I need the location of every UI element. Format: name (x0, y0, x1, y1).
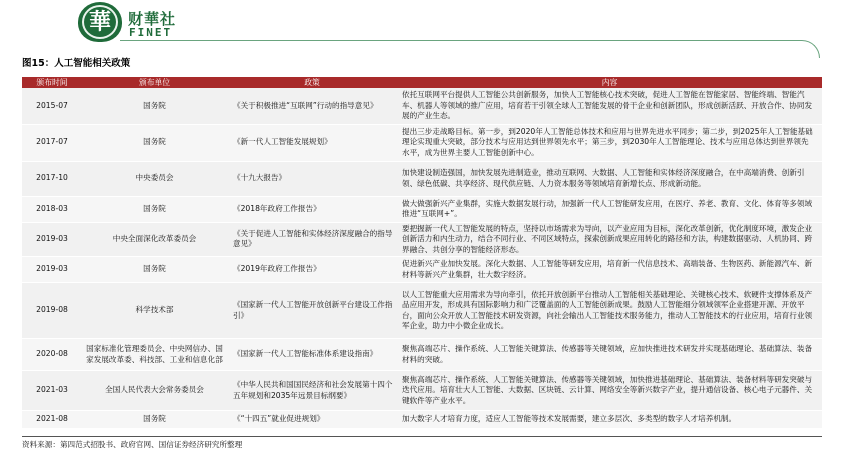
cell-policy: 《十九大报告》 (227, 161, 397, 196)
cell-content: 加快建设制造强国，加快发展先进制造业，推动互联网、大数据、人工智能和实体经济深度融合，在中高端消费、创新引领、绿色低碳、共享经济、现代供应链、人力资本服务等领域培育新增长点、形成新动能。 (397, 161, 822, 196)
cell-unit: 国务院 (82, 124, 227, 161)
cell-policy: 《新一代人工智能发展规划》 (227, 124, 397, 161)
cell-policy: 《关于积极推进“互联网”行动的指导意见》 (227, 88, 397, 124)
cell-date: 2018-03 (22, 196, 82, 222)
cell-policy: 《2018年政府工作报告》 (227, 196, 397, 222)
cell-unit: 中央委员会 (82, 161, 227, 196)
cell-content: 做大做强新兴产业集群，实施大数据发展行动，加强新一代人工智能研发应用，在医疗、养老、教育、文化、体育等多领域推进“互联网+”。 (397, 196, 822, 222)
cell-policy: 《中华人民共和国国民经济和社会发展第十四个五年规划和2035年远景目标纲要》 (227, 371, 397, 411)
header-policy: 政策 (227, 77, 397, 88)
table-row (22, 283, 822, 339)
cell-unit: 全国人民代表大会常务委员会 (82, 371, 227, 411)
table-row (22, 339, 822, 371)
cell-unit: 国务院 (82, 257, 227, 283)
cell-content: 聚焦高端芯片、操作系统、人工智能关键算法、传感器等关键领域，应加快推进技术研发并实现基础理论、基础算法、装备材料的突破。 (397, 339, 822, 371)
cell-content: 要把握新一代人工智能发展的特点，坚持以市场需求为导向，以产业应用为目标，深化改革创新，优化制度环境，激发企业创新活力和内生动力，结合不同行业、不同区域特点，探索创新成果应用转化的路径和方法，构建数据驱动、人机协同、跨界融合、共创分享的智能经济形态。 (397, 222, 822, 257)
cell-date: 2017-07 (22, 124, 82, 161)
cell-unit: 国家标准化管理委员会、中央网信办、国家发展改革委、科技部、工业和信息化部 (82, 339, 227, 371)
brand-name-cn: 财華社 (128, 10, 177, 28)
cell-content: 促进新兴产业加快发展。深化大数据、人工智能等研发应用，培育新一代信息技术、高端装备、生物医药、新能源汽车、新材料等新兴产业集群，壮大数字经济。 (397, 257, 822, 283)
cell-content: 聚焦高端芯片、操作系统、人工智能关键算法、传感器等关键领域，加快推进基础理论、基础算法、装备材料等研发突破与迭代应用。培育壮大人工智能、大数据、区块链、云计算、网络安全等新兴数字产业，提升通信设备、核心电子元器件、关键软件等产业水平。 (397, 371, 822, 411)
cell-content: 依托互联网平台提供人工智能公共创新服务，加快人工智能核心技术突破，促进人工智能在智能家居、智能终端、智能汽车、机器人等领域的推广应用，培育若干引领全球人工智能发展的骨干企业和创新团队，形成创新活跃、开放合作、协同发展的产业生态。 (397, 88, 822, 124)
header-content: 内容 (397, 77, 822, 88)
cell-policy: 《“十四五”就业促进规划》 (227, 411, 397, 429)
header-date: 颁布时间 (22, 77, 82, 88)
policy-table-container (22, 77, 822, 429)
footer-divider (22, 436, 822, 437)
table-row (22, 222, 822, 257)
cell-unit: 国务院 (82, 88, 227, 124)
cell-policy: 《2019年政府工作报告》 (227, 257, 397, 283)
cell-date: 2020-08 (22, 339, 82, 371)
report-header (0, 0, 842, 48)
header-unit: 颁布单位 (82, 77, 227, 88)
table-row (22, 411, 822, 429)
cell-date: 2015-07 (22, 88, 82, 124)
cell-date: 2019-08 (22, 283, 82, 339)
figure-title: 图15：人工智能相关政策 (22, 58, 131, 69)
cell-policy: 《国家新一代人工智能开放创新平台建设工作指引》 (227, 283, 397, 339)
table-row (22, 371, 822, 411)
table-row (22, 124, 822, 161)
cell-unit: 国务院 (82, 196, 227, 222)
table-header-row (22, 77, 822, 88)
cell-policy: 《国家新一代人工智能标准体系建设指南》 (227, 339, 397, 371)
cell-date: 2021-08 (22, 411, 82, 429)
finet-logo (78, 2, 122, 42)
cell-content: 提出三步走战略目标。第一步，到2020年人工智能总体技术和应用与世界先进水平同步；第二步，到2025年人工智能基础理论实现重大突破，部分技术与应用达到世界领先水平；第三步，到2030年人工智能理论、技术与应用总体达到世界领先水平，成为世界主要人工智能创新中心。 (397, 124, 822, 161)
table-row (22, 257, 822, 283)
cell-unit: 中央全面深化改革委员会 (82, 222, 227, 257)
cell-policy: 《关于促进人工智能和实体经济深度融合的指导意见》 (227, 222, 397, 257)
cell-content: 以人工智能重大应用需求为导向牵引，依托开放创新平台推动人工智能相关基础理论、关键核心技术、软硬件支撑体系及产品应用开发，形成具有国际影响力和广泛覆盖面的人工智能创新成果。鼓励人工智能细分领域领军企业搭建开源、开放平台，面向公众开放人工智能技术研发资源，向社会输出人工智能技术服务能力，推动人工智能技术的行业应用，培育行业领军企业，助力中小微企业成长。 (397, 283, 822, 339)
logo-char: 華 (82, 5, 118, 39)
cell-date: 2021-03 (22, 371, 82, 411)
cell-content: 加大数字人才培育力度，适应人工智能等技术发展需要，建立多层次、多类型的数字人才培养机制。 (397, 411, 822, 429)
brand-name-en: FINET (129, 26, 173, 39)
source-note: 资料来源：第四范式招股书、政府官网、国信证券经济研究所整理 (22, 440, 243, 449)
table-row (22, 88, 822, 124)
cell-date: 2017-10 (22, 161, 82, 196)
header-divider (120, 40, 820, 58)
cell-date: 2019-03 (22, 257, 82, 283)
policy-table (22, 77, 822, 429)
cell-unit: 国务院 (82, 411, 227, 429)
table-row (22, 196, 822, 222)
cell-date: 2019-03 (22, 222, 82, 257)
table-row (22, 161, 822, 196)
cell-unit: 科学技术部 (82, 283, 227, 339)
